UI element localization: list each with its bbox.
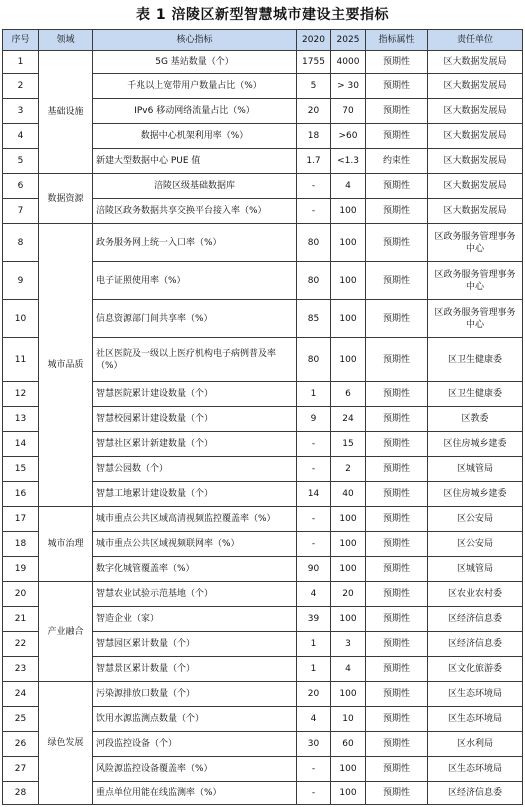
domain-cell: 产业融合 (39, 582, 93, 682)
attribute-cell: 预期性 (366, 732, 428, 757)
value-2025: 100 (331, 782, 366, 805)
attribute-cell: 预期性 (366, 682, 428, 707)
attribute-cell: 预期性 (366, 199, 428, 224)
row-number: 28 (3, 782, 39, 805)
attribute-cell: 预期性 (366, 607, 428, 632)
indicator-cell: 智慧景区累计数量（个） (93, 657, 297, 682)
attribute-cell: 约束性 (366, 149, 428, 174)
value-2025: 6 (331, 382, 366, 407)
indicator-cell: 智慧园区累计数量（个） (93, 632, 297, 657)
value-2020: - (297, 757, 331, 782)
value-2020: 85 (297, 300, 331, 338)
responsible-unit: 区生态环境局 (428, 682, 523, 707)
indicators-table (2, 29, 523, 805)
row-number: 7 (3, 199, 39, 224)
value-2025: 100 (331, 682, 366, 707)
table-row (3, 174, 523, 199)
indicator-cell: 数字化城管覆盖率（%） (93, 557, 297, 582)
value-2020: 90 (297, 557, 331, 582)
row-number: 23 (3, 657, 39, 682)
value-2025: 100 (331, 607, 366, 632)
value-2025: 10 (331, 707, 366, 732)
indicator-cell: 涪陵区级基础数据库 (93, 174, 297, 199)
responsible-unit: 区大数据发展局 (428, 149, 523, 174)
indicator-cell: 千兆以上宽带用户数量占比（%） (93, 74, 297, 99)
indicator-cell: 数据中心机架利用率（%） (93, 124, 297, 149)
row-number: 12 (3, 382, 39, 407)
domain-cell: 数据资源 (39, 174, 93, 224)
attribute-cell: 预期性 (366, 782, 428, 805)
value-2020: 20 (297, 99, 331, 124)
value-2020: 4 (297, 707, 331, 732)
responsible-unit: 区文化旅游委 (428, 657, 523, 682)
attribute-cell: 预期性 (366, 632, 428, 657)
row-number: 4 (3, 124, 39, 149)
row-number: 20 (3, 582, 39, 607)
value-2025: 4 (331, 174, 366, 199)
attribute-cell: 预期性 (366, 657, 428, 682)
row-number: 13 (3, 407, 39, 432)
row-number: 26 (3, 732, 39, 757)
attribute-cell: 预期性 (366, 432, 428, 457)
attribute-cell: 预期性 (366, 300, 428, 338)
header-2025: 2025 (331, 30, 366, 51)
value-2020: - (297, 432, 331, 457)
indicator-cell: 智慧公园数（个） (93, 457, 297, 482)
value-2025: 4000 (331, 51, 366, 74)
responsible-unit: 区大数据发展局 (428, 99, 523, 124)
value-2025: 60 (331, 732, 366, 757)
value-2020: - (297, 507, 331, 532)
responsible-unit: 区大数据发展局 (428, 51, 523, 74)
header-domain: 领域 (39, 30, 93, 51)
indicator-cell: 污染源排放口数量（个） (93, 682, 297, 707)
responsible-unit: 区城管局 (428, 557, 523, 582)
value-2025: 15 (331, 432, 366, 457)
value-2025: 100 (331, 557, 366, 582)
responsible-unit: 区生态环境局 (428, 707, 523, 732)
row-number: 5 (3, 149, 39, 174)
row-number: 18 (3, 532, 39, 557)
attribute-cell: 预期性 (366, 124, 428, 149)
row-number: 27 (3, 757, 39, 782)
value-2020: 80 (297, 338, 331, 382)
table-row (3, 582, 523, 607)
row-number: 9 (3, 262, 39, 300)
responsible-unit: 区大数据发展局 (428, 174, 523, 199)
row-number: 1 (3, 51, 39, 74)
value-2020: 1 (297, 632, 331, 657)
value-2025: 100 (331, 757, 366, 782)
indicator-cell: 社区医院及一级以上医疗机构电子病例普及率（%） (93, 338, 297, 382)
indicator-cell: 城市重点公共区域高清视频监控覆盖率（%） (93, 507, 297, 532)
responsible-unit: 区经济信息委 (428, 782, 523, 805)
indicator-cell: 智慧社区累计新建数量（个） (93, 432, 297, 457)
responsible-unit: 区住房城乡建委 (428, 432, 523, 457)
attribute-cell: 预期性 (366, 382, 428, 407)
value-2025: 3 (331, 632, 366, 657)
attribute-cell: 预期性 (366, 482, 428, 507)
indicator-cell: 智慧医院累计建设数量（个） (93, 382, 297, 407)
value-2025: 4 (331, 657, 366, 682)
value-2020: - (297, 174, 331, 199)
attribute-cell: 预期性 (366, 582, 428, 607)
attribute-cell: 预期性 (366, 407, 428, 432)
indicator-cell: 智慧工地累计建设数量（个） (93, 482, 297, 507)
row-number: 19 (3, 557, 39, 582)
row-number: 10 (3, 300, 39, 338)
row-number: 17 (3, 507, 39, 532)
value-2025: 100 (331, 300, 366, 338)
value-2025: 100 (331, 262, 366, 300)
row-number: 22 (3, 632, 39, 657)
value-2025: 100 (331, 532, 366, 557)
indicator-cell: 风险源监控设备覆盖率（%） (93, 757, 297, 782)
attribute-cell: 预期性 (366, 532, 428, 557)
responsible-unit: 区大数据发展局 (428, 74, 523, 99)
table-title: 表 1 涪陵区新型智慧城市建设主要指标 (136, 7, 389, 23)
value-2020: 1755 (297, 51, 331, 74)
value-2025: 100 (331, 224, 366, 262)
value-2020: 1.7 (297, 149, 331, 174)
table-row (3, 224, 523, 262)
table-body (3, 51, 523, 805)
value-2025: >60 (331, 124, 366, 149)
attribute-cell: 预期性 (366, 99, 428, 124)
row-number: 11 (3, 338, 39, 382)
value-2025: 100 (331, 199, 366, 224)
indicator-cell: 电子证照使用率（%） (93, 262, 297, 300)
value-2020: 18 (297, 124, 331, 149)
attribute-cell: 预期性 (366, 757, 428, 782)
row-number: 6 (3, 174, 39, 199)
responsible-unit: 区大数据发展局 (428, 199, 523, 224)
value-2025: 70 (331, 99, 366, 124)
value-2020: 4 (297, 582, 331, 607)
indicator-cell: 重点单位用能在线监测率（%） (93, 782, 297, 805)
responsible-unit: 区教委 (428, 407, 523, 432)
responsible-unit: 区公安局 (428, 532, 523, 557)
value-2020: 1 (297, 382, 331, 407)
indicator-cell: 河段监控设备（个） (93, 732, 297, 757)
responsible-unit: 区政务服务管理事务中心 (428, 300, 523, 338)
table-header (3, 30, 523, 51)
table-row (3, 682, 523, 707)
header-responsible-unit: 责任单位 (428, 30, 523, 51)
indicator-cell: 政务服务网上统一入口率（%） (93, 224, 297, 262)
row-number: 25 (3, 707, 39, 732)
header-attribute: 指标属性 (366, 30, 428, 51)
attribute-cell: 预期性 (366, 74, 428, 99)
row-number: 21 (3, 607, 39, 632)
attribute-cell: 预期性 (366, 262, 428, 300)
value-2025: 100 (331, 507, 366, 532)
value-2025: 2 (331, 457, 366, 482)
responsible-unit: 区政务服务管理事务中心 (428, 262, 523, 300)
row-number: 14 (3, 432, 39, 457)
row-number: 2 (3, 74, 39, 99)
row-number: 16 (3, 482, 39, 507)
indicator-cell: 饮用水源监测点数量（个） (93, 707, 297, 732)
domain-cell: 城市治理 (39, 507, 93, 582)
attribute-cell: 预期性 (366, 507, 428, 532)
value-2020: 5 (297, 74, 331, 99)
header-indicator: 核心指标 (93, 30, 297, 51)
value-2020: 39 (297, 607, 331, 632)
value-2020: 80 (297, 262, 331, 300)
row-number: 3 (3, 99, 39, 124)
domain-cell: 绿色发展 (39, 682, 93, 805)
attribute-cell: 预期性 (366, 51, 428, 74)
attribute-cell: 预期性 (366, 338, 428, 382)
row-number: 15 (3, 457, 39, 482)
header-2020: 2020 (297, 30, 331, 51)
header-row (3, 30, 523, 51)
indicator-cell: 新建大型数据中心 PUE 值 (93, 149, 297, 174)
domain-cell: 基础设施 (39, 51, 93, 174)
responsible-unit: 区水利局 (428, 732, 523, 757)
responsible-unit: 区政务服务管理事务中心 (428, 224, 523, 262)
responsible-unit: 区住房城乡建委 (428, 482, 523, 507)
responsible-unit: 区卫生健康委 (428, 338, 523, 382)
value-2025: 20 (331, 582, 366, 607)
value-2025: 100 (331, 338, 366, 382)
indicator-cell: 智慧校园累计建设数量（个） (93, 407, 297, 432)
responsible-unit: 区卫生健康委 (428, 382, 523, 407)
value-2020: 80 (297, 224, 331, 262)
indicator-cell: 信息资源部门间共享率（%） (93, 300, 297, 338)
indicator-cell: 智慧农业试验示范基地（个） (93, 582, 297, 607)
value-2025: <1.3 (331, 149, 366, 174)
responsible-unit: 区经济信息委 (428, 607, 523, 632)
responsible-unit: 区农业农村委 (428, 582, 523, 607)
value-2020: 14 (297, 482, 331, 507)
row-number: 8 (3, 224, 39, 262)
attribute-cell: 预期性 (366, 557, 428, 582)
indicator-cell: IPv6 移动网络流量占比（%） (93, 99, 297, 124)
responsible-unit: 区经济信息委 (428, 632, 523, 657)
attribute-cell: 预期性 (366, 224, 428, 262)
row-number: 24 (3, 682, 39, 707)
header-no: 序号 (3, 30, 39, 51)
responsible-unit: 区生态环境局 (428, 757, 523, 782)
value-2020: - (297, 199, 331, 224)
responsible-unit: 区公安局 (428, 507, 523, 532)
attribute-cell: 预期性 (366, 707, 428, 732)
indicator-cell: 智造企业（家） (93, 607, 297, 632)
value-2020: - (297, 532, 331, 557)
table-row (3, 51, 523, 74)
value-2020: 1 (297, 657, 331, 682)
attribute-cell: 预期性 (366, 457, 428, 482)
responsible-unit: 区大数据发展局 (428, 124, 523, 149)
indicator-cell: 5G 基站数量（个） (93, 51, 297, 74)
value-2020: - (297, 457, 331, 482)
value-2025: 40 (331, 482, 366, 507)
indicator-cell: 涪陵区政务数据共享交换平台接入率（%） (93, 199, 297, 224)
value-2020: 30 (297, 732, 331, 757)
table-row (3, 507, 523, 532)
attribute-cell: 预期性 (366, 174, 428, 199)
domain-cell: 城市品质 (39, 224, 93, 507)
value-2020: 20 (297, 682, 331, 707)
indicator-cell: 城市重点公共区域视频联网率（%） (93, 532, 297, 557)
responsible-unit: 区城管局 (428, 457, 523, 482)
value-2025: > 30 (331, 74, 366, 99)
value-2020: - (297, 782, 331, 805)
value-2025: 24 (331, 407, 366, 432)
value-2020: 9 (297, 407, 331, 432)
